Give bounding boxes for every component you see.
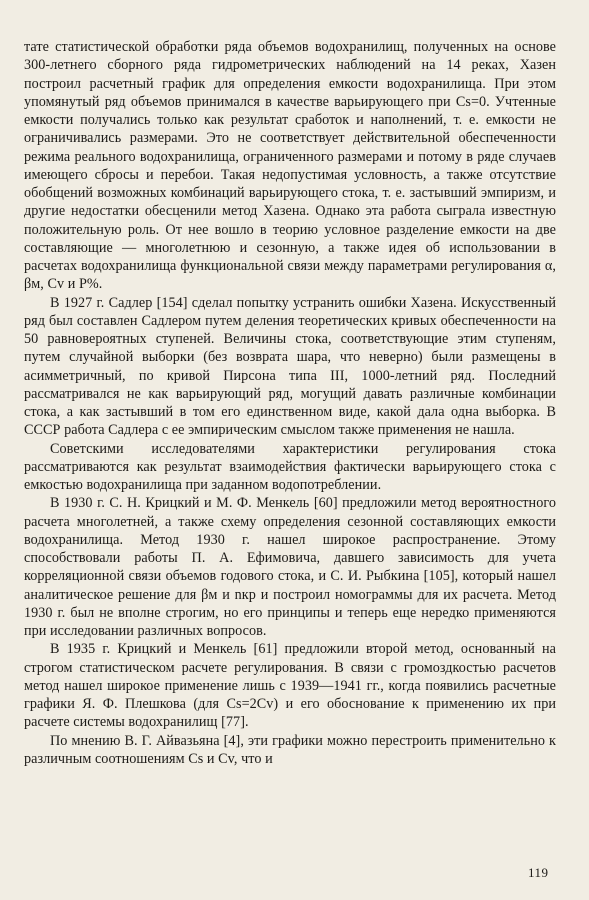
paragraph-aivazyan: По мнению В. Г. Айвазьяна [4], эти графики можно перестроить применительно к различным соотношениям Cs и Cv, что и bbox=[24, 732, 556, 767]
paragraph-soviet-researchers: Советскими исследователями характеристики регулирования стока рассматриваются как результат взаимодействия фактически варьирующего стока с емкостью водохранилища при заданном водопотреблении. bbox=[24, 440, 556, 493]
page-number: 119 bbox=[528, 865, 549, 880]
paragraph-method-1930: В 1930 г. С. Н. Крицкий и М. Ф. Менкель [60] предложили метод вероятностного расчета многолетней, а также схему определения сезонной составляющих емкости водохранилища. Метод 1930 г. нашел широкое распространение. Этому способствовали работы П. А. Ефимовича, давшего зависимость для учета корреляционной связи объемов годового стока, и С. И. Рыбкина [105], который нашел аналитическое решение для βм и nкр и построил номограммы для их расчета. Метод 1930 г. был не вполне строгим, но его принципы и теперь еще нередко применяются при исследовании различных вопросов. bbox=[24, 495, 556, 639]
paragraph-method-1935: В 1935 г. Крицкий и Менкель [61] предложили второй метод, основанный на строгом статистическом расчете регулирования. В связи с громоздкостью расчетов метод нашел широкое применение лишь с 1939—1941 гг., когда появились расчетные графики Я. Ф. Плешкова (для Cs=2Cv) и его обоснование к применению их при расчете системы водохранилищ [77]. bbox=[24, 641, 556, 731]
paragraph-sadler: В 1927 г. Садлер [154] сделал попытку устранить ошибки Хазена. Искусственный ряд был составлен Садлером путем деления теоретических кривых обеспеченности на 50 равновероятных ступеней. Величины стока, соответствующие этим ступеням, путем случайной выборки (без возврата шара, что неверно) были размещены в асимметричный, по кривой Пирсона типа III, 1000-летний ряд. Последний рассматривался не как варьирующий ряд, могущий давать различные комбинации стока, а как застывший в том его единственном виде, какой дала одна выборка. В СССР работа Садлера с ее эмпирическим смыслом также применения не нашла. bbox=[24, 294, 556, 439]
paragraph-hazen: тате статистической обработки ряда объемов водохранилищ, полученных на основе 300-летнего сборного ряда гидрометрических наблюдений на 14 реках, Хазен построил расчетный график для определения емкости водохранилища. При этом упомянутый ряд объемов принимался в качестве варьирующего при Cs=0. Учтенные емкости получались только как результат сработок и наполнений, т. е. емкости не ограничивались размерами. Это не соответствует действительной обеспеченности режима реального водохранилища, ограниченного размерами и потому в ряде случаев имеющего сбросы и перебои. Такая недопустимая условность, а также отсутствие обобщений возможных комбинаций варьирующего стока, т. е. застывший эмпиризм, и другие недостатки обесценили метод Хазена. Однако эта работа сыграла известную положительную роль. От нее вошло в теорию условное разделение емкости на две составляющие — многолетнюю и сезонную, а также идея об использовании в расчетах водохранилища функциональной связи между параметрами регулирования α, βм, Cv и P%. bbox=[24, 39, 556, 293]
body-text bbox=[24, 38, 556, 768]
